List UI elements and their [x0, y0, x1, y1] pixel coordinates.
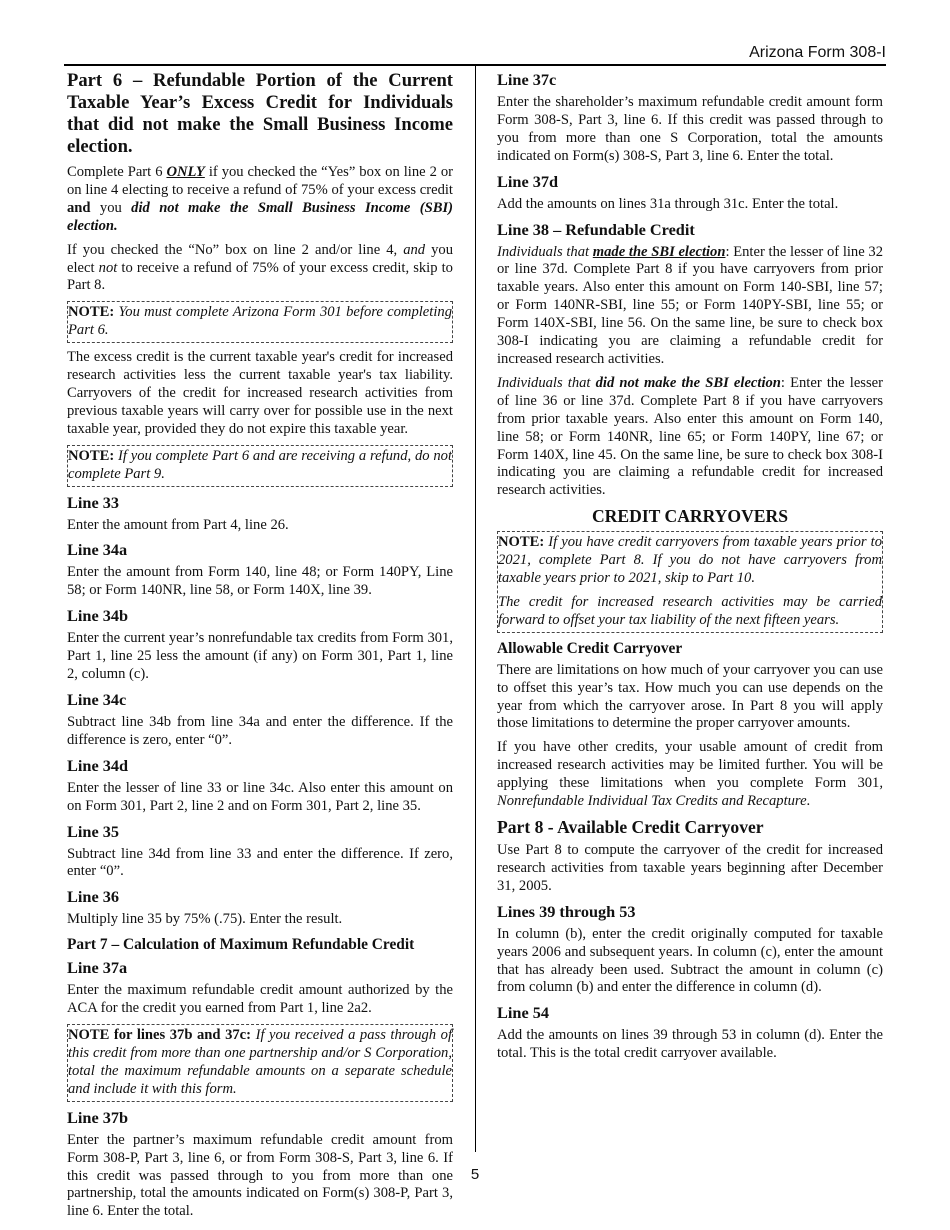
right-column [497, 70, 883, 1069]
credit-carryovers-heading: CREDIT CARRYOVERS [591, 506, 789, 527]
line-34a-text: Enter the amount from Form 140, line 48; or Form 140PY, Line 58; or Form 140NR, line 58, or Form 140X, line 39. [67, 564, 453, 599]
left-column [67, 70, 453, 1227]
line-38-heading: Line 38 – Refundable Credit [497, 219, 695, 239]
part6-intro-paragraph: Complete Part 6 ONLY if you checked the “Yes” box on line 2 or on line 4 electing to receive a refund of 75% of your excess credit and you did not make the Small Business Income (SBI) election. [67, 164, 454, 234]
line-34c-text: Subtract line 34b from line 34a and enter the difference. If the difference is zero, enter “0”. [67, 713, 453, 748]
part8-heading: Part 8 - Available Credit Carryover [497, 817, 764, 837]
note-refund-part9: NOTE: If you complete Part 6 and are receiving a refund, do not complete Part 9. [67, 445, 453, 487]
form-title-header: Arizona Form 308-I [749, 44, 886, 61]
line-34b-heading: Line 34b [67, 606, 129, 626]
line-37a-heading: Line 37a [67, 958, 128, 978]
line-34d-text: Enter the lesser of line 33 or line 34c. Also enter this amount on on Form 301, Part 2, line 2 and on Form 301, Part 2, line 35. [67, 779, 453, 814]
line-38-sbi-paragraph: Individuals that made the SBI election: Enter the lesser of line 32 or line 37d. Complete Part 8 if you have carryovers from prior taxable years. Also enter this amount on Form 140-SBI, line 57; or Form 140NR-SBI, line 55; or Form 140PY-SBI, line 55; or Form 140X-SBI, line 56. On the same line, be sure to check box 308-I indicating you are claiming a refundable credit for increased research activities. [497, 243, 883, 367]
allowable-paragraph-2: If you have other credits, your usable amount of credit from increased research activities may be limited further. You will be applying these limitations when you complete Form 301, Nonrefundable Individual Tax Credits and Recapture. [497, 739, 883, 810]
line-34d-heading: Line 34d [67, 755, 129, 775]
part7-heading: Part 7 – Calculation of Maximum Refundable Credit [67, 936, 415, 954]
line-36-text: Multiply line 35 by 75% (.75). Enter the result. [67, 911, 343, 928]
allowable-paragraph-1: There are limitations on how much of your carryover you can use to offset this year’s tax. How much you can use depends on the year from which the carryover arose. In Part 8 you will apply those limitations to determine the proper carryover amounts. [497, 661, 883, 732]
line-36-heading: Line 36 [67, 887, 120, 907]
part6-heading: Part 6 – Refundable Portion of the Current Taxable Year’s Excess Credit for Individuals that did not make the Small Business Income election. [67, 70, 453, 157]
line-35-heading: Line 35 [67, 821, 120, 841]
line-37c-heading: Line 37c [497, 70, 557, 89]
line-37b-heading: Line 37b [67, 1107, 129, 1127]
excess-credit-paragraph: The excess credit is the current taxable year's credit for increased research activities less the current taxable year's tax liability. Carryovers of the credit for increased research activities from previous taxable years will carry over for possible use in the next taxable year, provided they do not expire this taxable year. [67, 349, 453, 437]
note-carryovers: NOTE: If you have credit carryovers from taxable years prior to 2021, complete Part 8. If you do not have carryovers from taxable years prior to 2021, skip to Part 10. The credit for increased research activities may be carried forward to offset your tax liability of the next fifteen years. [497, 531, 883, 633]
line-38-non-sbi-paragraph: Individuals that did not make the SBI election: Enter the lesser of line 36 or line 37d. Complete Part 8 if you have carryovers from prior taxable years. Also enter this amount on Form 140, line 58; or Form 140NR, line 65; or Form 140PY, line 67; or Form 140X, line 45. On the same line, be sure to check box 308-I indicating you are claiming a refundable credit for increased research activities. [497, 374, 883, 499]
column-divider [475, 66, 476, 1152]
part6-skip-paragraph: If you checked the “No” box on line 2 and/or line 4, and you elect not to receive a refund of 75% of your excess credit, skip to Part 8. [67, 241, 453, 294]
note-lines-37b-37c: NOTE for lines 37b and 37c: If you received a pass through of this credit from more than one partnership and/or S Corporation, total the maximum refundable amounts on a separate schedule and include it with this form. [67, 1024, 453, 1102]
part8-paragraph: Use Part 8 to compute the carryover of the credit for increased research activities from taxable years beginning after December 31, 2005. [497, 842, 883, 894]
line-35-text: Subtract line 34d from line 33 and enter the difference. If zero, enter “0”. [67, 845, 453, 880]
lines-39-53-text: In column (b), enter the credit originally computed for taxable years 2006 and subsequent years. In column (c), enter the amount that has already been used. Subtract the amount in column (c) from column (b) and enter the difference in column (d). [497, 925, 883, 996]
line-34c-heading: Line 34c [67, 689, 127, 709]
note-form-301: NOTE: You must complete Arizona Form 301 before completing Part 6. [67, 301, 453, 343]
allowable-carryover-heading: Allowable Credit Carryover [497, 639, 683, 657]
line-33-text: Enter the amount from Part 4, line 26. [67, 516, 289, 533]
line-34b-text: Enter the current year’s nonrefundable tax credits from Form 301, Part 1, line 25 less the amount (if any) on Form 301, Part 1, line 2, column (c). [67, 630, 453, 683]
line-37c-text: Enter the shareholder’s maximum refundable credit amount form Form 308-S, Part 3, line 6. If this credit was passed through to you from more than one S Corporation, total the amounts indicated on Form(s) 308-S, Part 3, line 6. Enter the total. [497, 94, 883, 164]
line-37d-heading: Line 37d [497, 171, 559, 191]
line-54-text: Add the amounts on lines 39 through 53 in column (d). Enter the total. This is the total credit carryover available. [497, 1027, 883, 1062]
line-34a-heading: Line 34a [67, 540, 128, 560]
line-37d-text: Add the amounts on lines 31a through 31c. Enter the total. [497, 195, 839, 212]
line-33-heading: Line 33 [67, 492, 120, 512]
page-number: 5 [470, 1166, 480, 1183]
line-37b-text: Enter the partner’s maximum refundable credit amount from Form 308-P, Part 3, line 6, or from Form 308-S, Part 3, line 6. If this credit was passed through to you from more than one partnership, total the amounts indicated on Form(s) 308-P, Part 3, line 6. Enter the total. [67, 1131, 453, 1220]
line-37a-text: Enter the maximum refundable credit amount authorized by the ACA for the credit you earned from Part 1, line 2a2. [67, 982, 453, 1017]
line-54-heading: Line 54 [497, 1003, 550, 1023]
lines-39-53-heading: Lines 39 through 53 [497, 901, 636, 921]
